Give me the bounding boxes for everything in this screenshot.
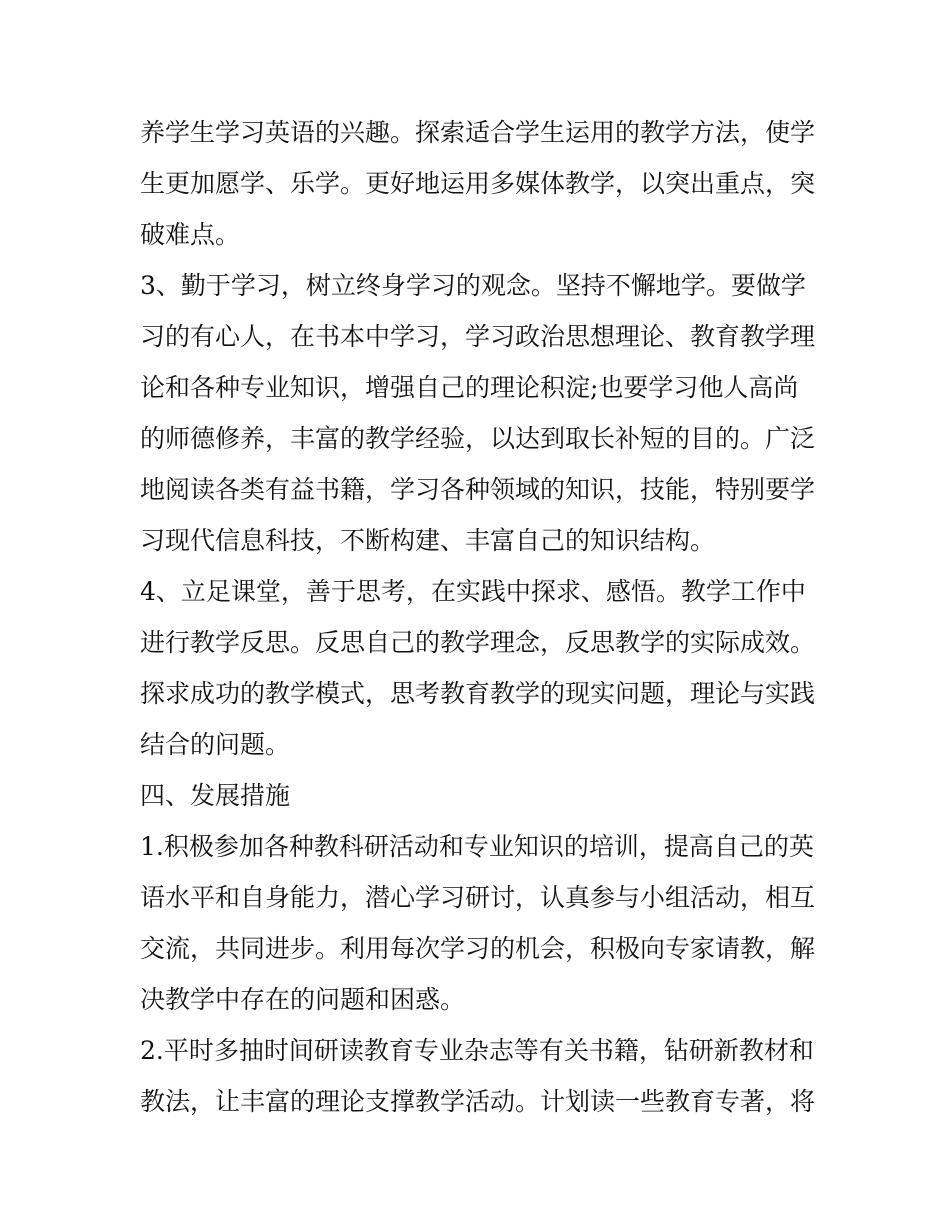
text-line: 地阅读各类有益书籍，学习各种领域的知识，技能，特别要学 [140,475,816,504]
text-line: 的师德修养，丰富的教学经验，以达到取长补短的目的。广泛 [140,424,816,453]
text-line: 习的有心人，在书本中学习，学习政治思想理论、教育教学理 [140,322,816,351]
section-heading: 四、发展措施 [140,781,291,810]
document-body [140,107,820,1127]
text-line: 生更加愿学、乐学。更好地运用多媒体教学，以突出重点，突 [140,169,816,198]
text-line: 习现代信息科技，不断构建、丰富自己的知识结构。 [140,526,716,555]
text-line: 探求成功的教学模式，思考教育教学的现实问题，理论与实践 [140,679,816,708]
text-line: 4、立足课堂，善于思考，在实践中探求、感悟。教学工作中 [140,577,806,606]
text-line: 养学生学习英语的兴趣。探索适合学生运用的教学方法，使学 [140,118,816,147]
text-line: 教法，让丰富的理论支撑教学活动。计划读一些教育专著，将 [140,1087,816,1116]
text-line: 交流，共同进步。利用每次学习的机会，积极向专家请教，解 [140,934,816,963]
text-line: 1.积极参加各种教科研活动和专业知识的培训，提高自己的英 [140,832,814,861]
text-line: 进行教学反思。反思自己的教学理念，反思教学的实际成效。 [140,628,816,657]
text-line: 论和各种专业知识，增强自己的理论积淀;也要学习他人高尚 [140,373,799,402]
text-line: 结合的问题。 [140,730,291,759]
text-line: 破难点。 [140,220,241,249]
text-line: 决教学中存在的问题和困惑。 [140,985,466,1014]
text-line: 语水平和自身能力，潜心学习研讨，认真参与小组活动，相互 [140,883,816,912]
text-line: 2.平时多抽时间研读教育专业杂志等有关书籍，钻研新教材和 [140,1036,814,1065]
text-line: 3、勤于学习，树立终身学习的观念。坚持不懈地学。要做学 [140,271,806,300]
